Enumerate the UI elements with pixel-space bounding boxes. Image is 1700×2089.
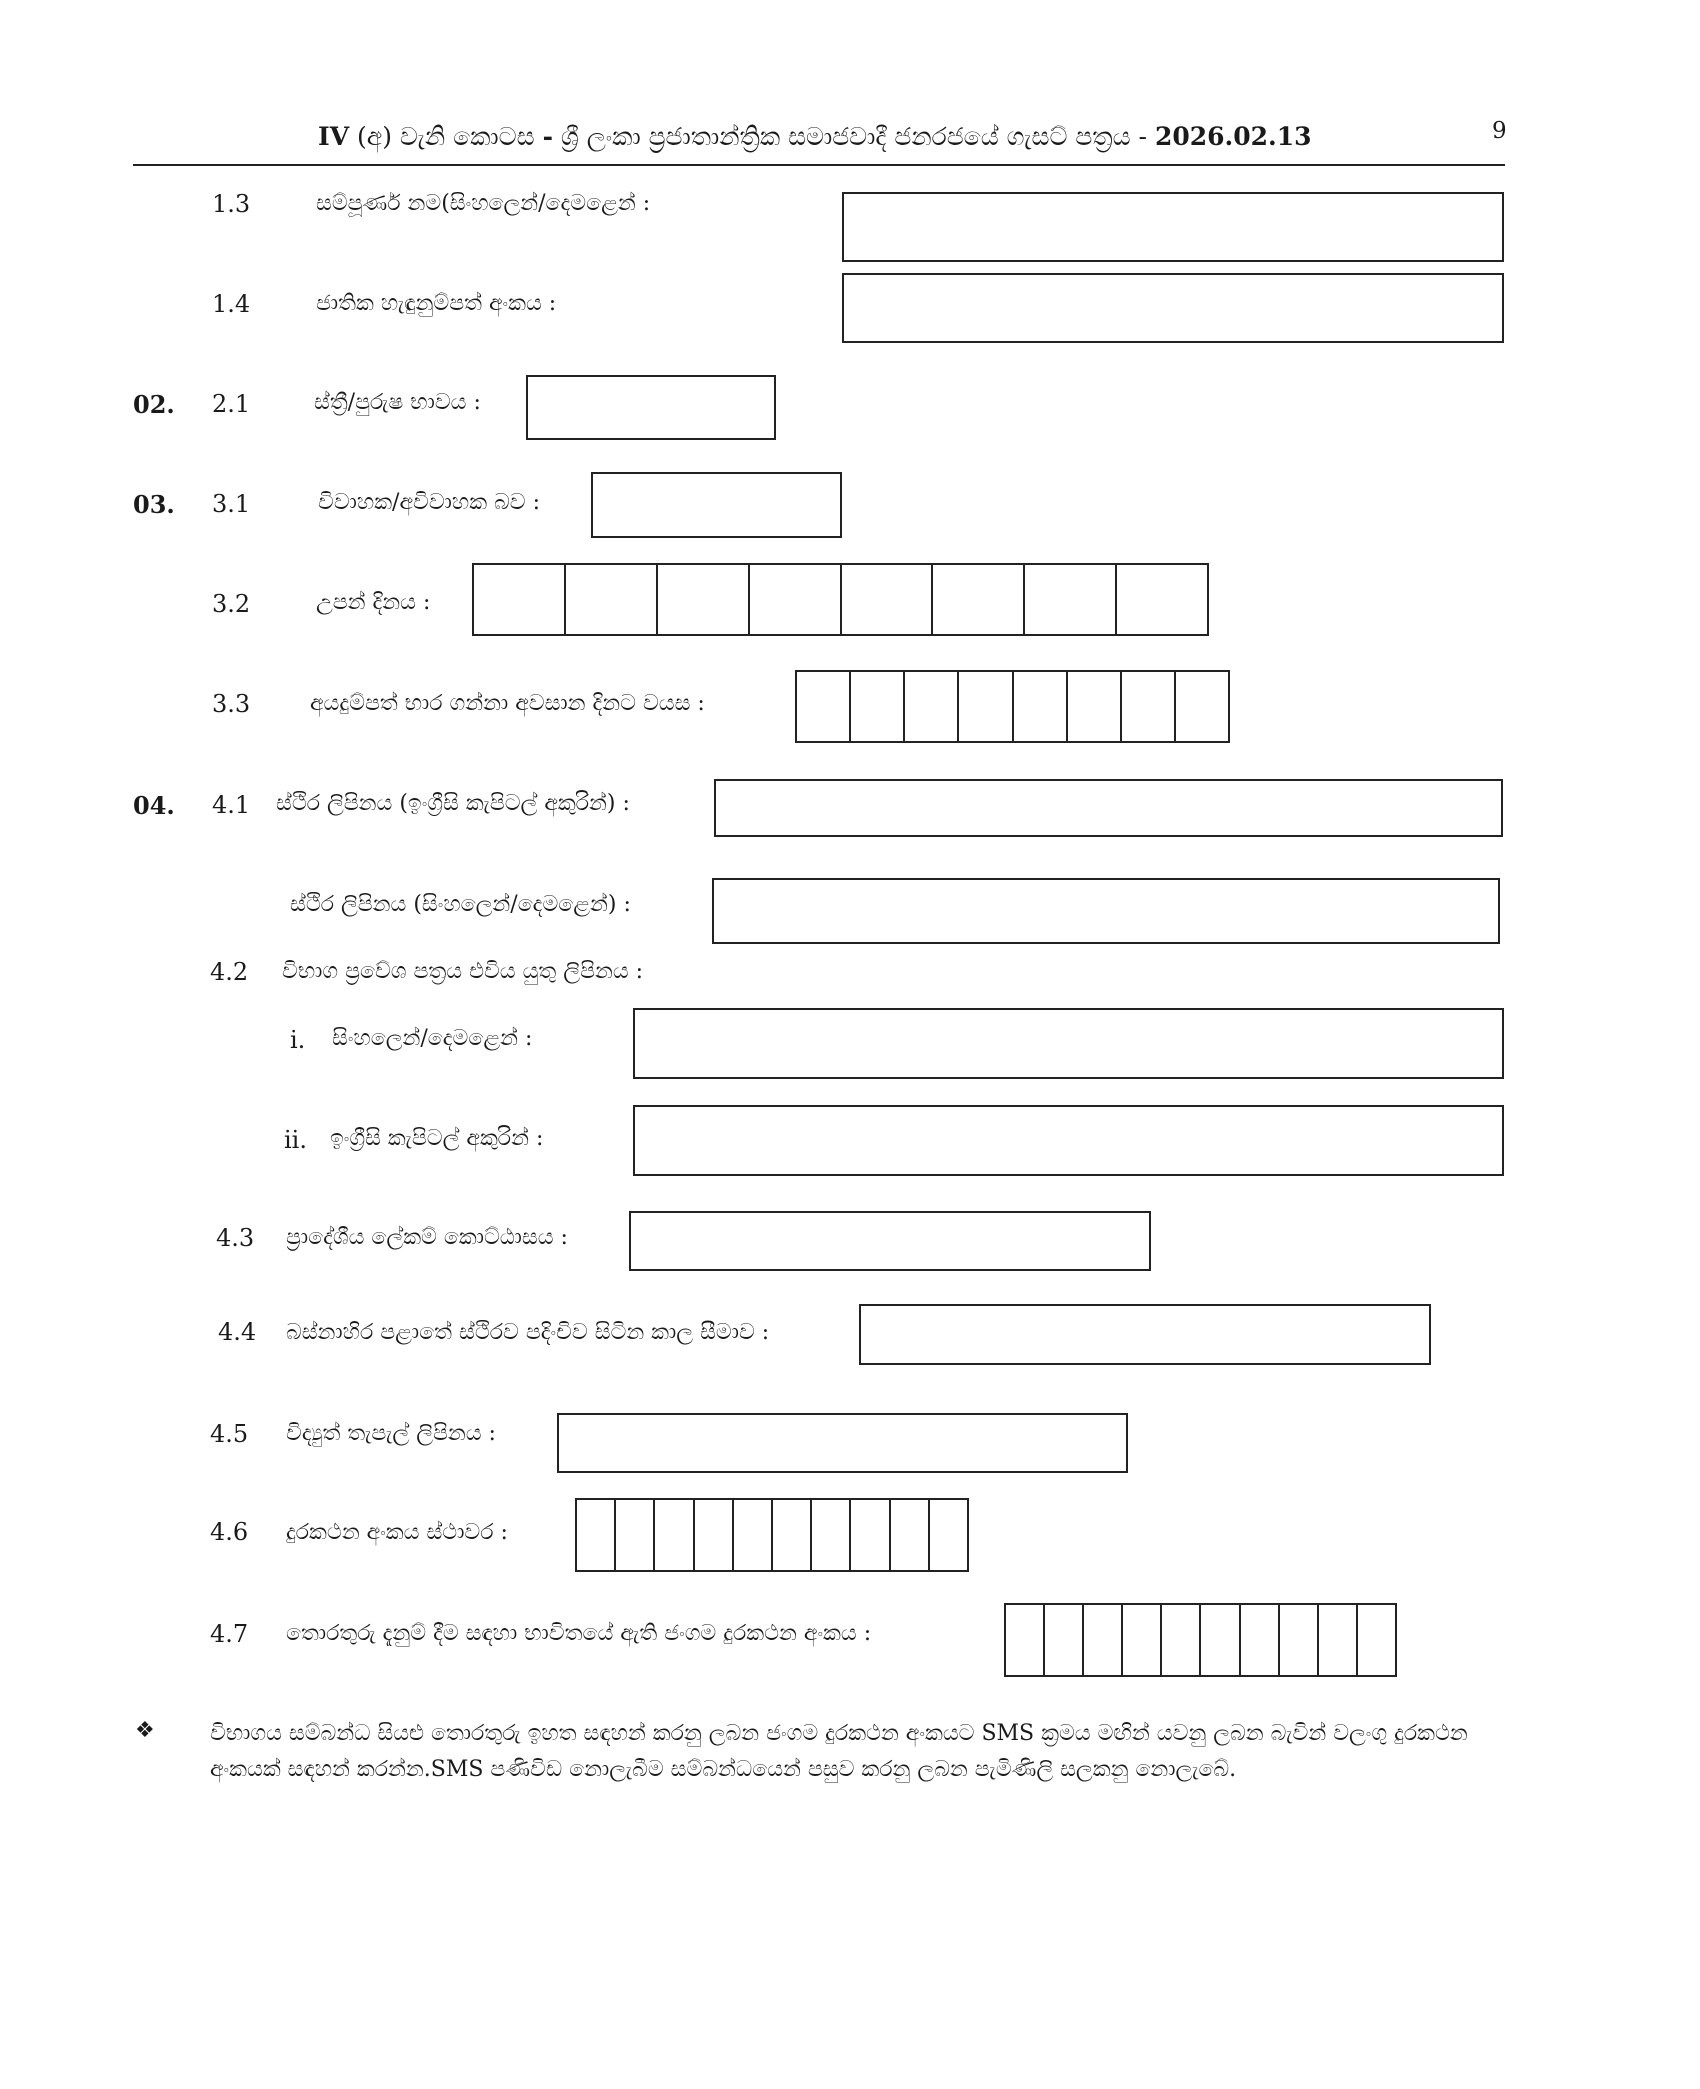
field-number: ii. xyxy=(284,1126,307,1154)
mobile-cells[interactable] xyxy=(1004,1603,1397,1677)
landline-label: දුරකථන අංකය ස්ථාවර : xyxy=(286,1520,508,1545)
gender-field[interactable] xyxy=(526,375,776,440)
permanent-address-english-label: ස්ථිර ලිපිනය (ඉංග්‍රීසි කැපිටල් අකුරින්) : xyxy=(276,791,630,816)
field-number: i. xyxy=(290,1026,306,1054)
mobile-digit-cell[interactable] xyxy=(1006,1605,1043,1675)
admission-address-english-field[interactable] xyxy=(633,1105,1504,1176)
mobile-digit-cell[interactable] xyxy=(1082,1605,1121,1675)
email-label: විද්‍යුත් තැපැල් ලිපිනය : xyxy=(286,1421,496,1446)
dob-digit-cell[interactable] xyxy=(931,565,1023,634)
section-03: 03. xyxy=(133,490,175,519)
field-number: 1.4 xyxy=(212,290,251,318)
landline-digit-cell[interactable] xyxy=(889,1500,928,1570)
nic-field[interactable] xyxy=(842,273,1504,343)
field-number: 3.1 xyxy=(212,490,251,518)
field-number: 4.7 xyxy=(210,1620,249,1648)
dob-digit-cell[interactable] xyxy=(474,565,564,634)
mobile-digit-cell[interactable] xyxy=(1121,1605,1160,1675)
mobile-label: තොරතුරු දැනුම් දීම සඳහා භාවිතයේ ඇති ජංගම දුරකථන අංකය : xyxy=(286,1621,872,1646)
mobile-digit-cell[interactable] xyxy=(1278,1605,1317,1675)
marital-status-label: විවාහක/අවිවාහක බව : xyxy=(318,490,541,515)
landline-digit-cell[interactable] xyxy=(614,1500,653,1570)
full-name-field[interactable] xyxy=(842,192,1504,262)
landline-digit-cell[interactable] xyxy=(693,1500,732,1570)
section-04: 04. xyxy=(133,791,175,820)
landline-digit-cell[interactable] xyxy=(810,1500,849,1570)
permanent-address-english-field[interactable] xyxy=(714,779,1503,837)
age-digit-cell[interactable] xyxy=(849,672,903,741)
part-label: (අ) වැනි කොටස xyxy=(357,122,535,151)
residency-period-label: බස්නාහිර පළාතේ ස්ථිරව පදිංචිව සිටින කාල සීමාව : xyxy=(286,1320,770,1345)
header-rule xyxy=(133,164,1505,166)
admission-address-sinhala-field[interactable] xyxy=(633,1008,1504,1079)
age-digit-cell[interactable] xyxy=(1120,672,1174,741)
dob-digit-cell[interactable] xyxy=(564,565,656,634)
nic-label: ජාතික හැඳුනුම්පත් අංකය : xyxy=(316,291,557,316)
page-header: IV (අ) වැනි කොටස - ශ්‍රී ලංකා ප්‍රජාතාන්ත්‍රික සමාජවාදී ජනරජයේ ගැසට් පත්‍රය - 2026.02.13 xyxy=(318,122,1312,151)
mobile-digit-cell[interactable] xyxy=(1356,1605,1395,1675)
admission-address-english-label: ඉංග්‍රීසි කැපිටල් අකුරින් : xyxy=(330,1126,544,1151)
field-number: 4.6 xyxy=(210,1518,249,1546)
field-number: 1.3 xyxy=(212,190,251,218)
dob-label: උපන් දිනය : xyxy=(316,590,431,615)
dob-digit-cell[interactable] xyxy=(656,565,748,634)
part-number: IV xyxy=(318,122,350,151)
field-number: 3.3 xyxy=(212,690,251,718)
field-number: 4.5 xyxy=(210,1420,249,1448)
admission-address-sinhala-label: සිංහලෙන්/දෙමළෙන් : xyxy=(332,1026,533,1051)
dob-digit-cell[interactable] xyxy=(748,565,840,634)
mobile-digit-cell[interactable] xyxy=(1160,1605,1199,1675)
gender-label: ස්ත්‍රී/පුරුෂ භාවය : xyxy=(314,390,481,415)
permanent-address-sinhala-field[interactable] xyxy=(712,878,1500,944)
admission-address-label: විභාග ප්‍රවේශ පත්‍රය එවිය යුතු ලිපිනය : xyxy=(282,959,644,984)
landline-digit-cell[interactable] xyxy=(849,1500,888,1570)
divisional-secretariat-field[interactable] xyxy=(629,1211,1151,1271)
mobile-digit-cell[interactable] xyxy=(1317,1605,1356,1675)
email-field[interactable] xyxy=(557,1413,1128,1473)
gazette-date: 2026.02.13 xyxy=(1154,122,1312,151)
field-number: 4.2 xyxy=(210,958,249,986)
age-digit-cell[interactable] xyxy=(797,672,849,741)
mobile-digit-cell[interactable] xyxy=(1043,1605,1082,1675)
age-digit-cell[interactable] xyxy=(1012,672,1066,741)
residency-period-field[interactable] xyxy=(859,1304,1431,1365)
age-digit-cell[interactable] xyxy=(957,672,1011,741)
dob-digit-cell[interactable] xyxy=(840,565,932,634)
landline-digit-cell[interactable] xyxy=(653,1500,692,1570)
age-cells[interactable] xyxy=(795,670,1230,743)
field-number: 3.2 xyxy=(212,590,251,618)
dob-digit-cell[interactable] xyxy=(1115,565,1207,634)
landline-digit-cell[interactable] xyxy=(577,1500,614,1570)
gazette-title: ශ්‍රී ලංකා ප්‍රජාතාන්ත්‍රික සමාජවාදී ජනරජයේ ගැසට් පත්‍රය xyxy=(560,122,1131,151)
dob-digit-cell[interactable] xyxy=(1023,565,1115,634)
landline-digit-cell[interactable] xyxy=(771,1500,810,1570)
dob-cells[interactable] xyxy=(472,563,1209,636)
field-number: 2.1 xyxy=(212,390,251,418)
section-02: 02. xyxy=(133,390,175,419)
field-number: 4.4 xyxy=(218,1318,257,1346)
age-digit-cell[interactable] xyxy=(903,672,957,741)
mobile-digit-cell[interactable] xyxy=(1239,1605,1278,1675)
mobile-digit-cell[interactable] xyxy=(1199,1605,1238,1675)
landline-digit-cell[interactable] xyxy=(732,1500,771,1570)
landline-cells[interactable] xyxy=(575,1498,969,1572)
age-digit-cell[interactable] xyxy=(1066,672,1120,741)
divisional-secretariat-label: ප්‍රාදේශීය ලේකම් කොට්ඨාසය : xyxy=(286,1225,568,1250)
full-name-label: සම්පූර්ණ නම(සිංහලෙන්/දෙමළෙන් : xyxy=(316,191,651,216)
sms-note: විභාගය සම්බන්ධ සියළු තොරතුරු ඉහත සඳහන් කරනු ලබන ජංගම දුරකථන අංකයට SMS ක්‍රමය මඟින් යවනු ලබන බැවින් වලංගු දුරකථන අංකයක් සඳහන් කරන්න.SMS පණිවිඩ නොලැබීම සම්බන්ධයෙන් පසුව කරනු ලබන පැමිණිලි සලකනු නොලැබේ. xyxy=(210,1721,1468,1782)
age-digit-cell[interactable] xyxy=(1174,672,1228,741)
page-number: 9 xyxy=(1492,118,1507,144)
permanent-address-sinhala-label: ස්ථිර ලිපිනය (සිංහලෙන්/දෙමළෙන්) : xyxy=(290,892,631,917)
landline-digit-cell[interactable] xyxy=(928,1500,967,1570)
field-number: 4.1 xyxy=(212,791,251,819)
age-label: අයදුම්පත් භාර ගන්නා අවසාන දිනට වයස : xyxy=(310,691,705,716)
note-bullet-icon: ❖ xyxy=(135,1718,155,1743)
field-number: 4.3 xyxy=(216,1224,255,1252)
marital-status-field[interactable] xyxy=(591,472,842,538)
